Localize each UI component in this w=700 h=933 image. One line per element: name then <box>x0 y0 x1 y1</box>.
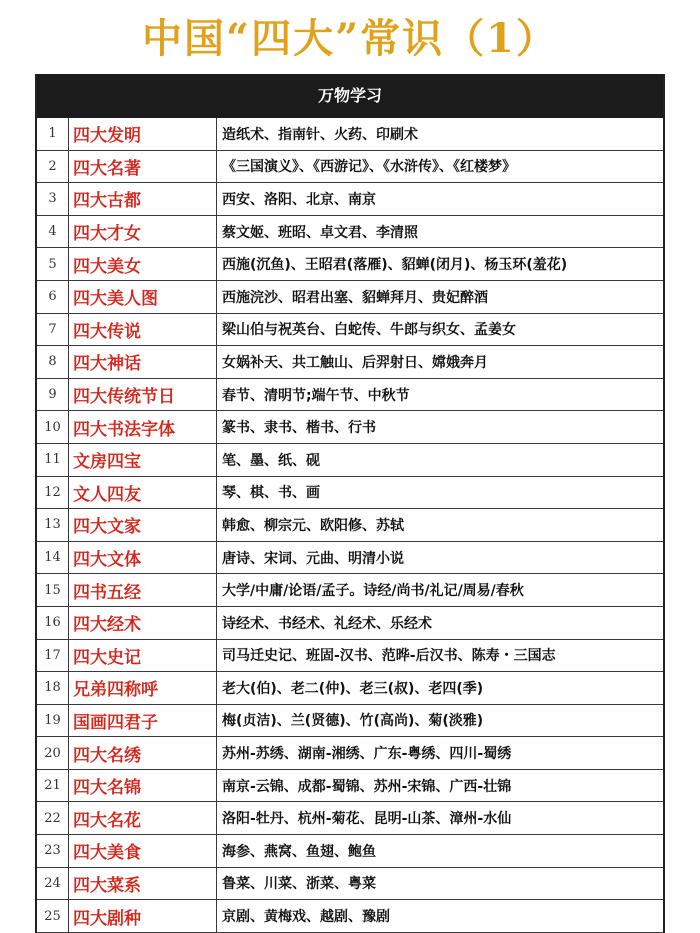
table-row <box>37 183 663 216</box>
row-content: 造纸术、指南针、火药、印刷术 <box>222 126 418 143</box>
table-row <box>37 672 663 705</box>
table-row <box>37 314 663 347</box>
table-row <box>37 346 663 379</box>
row-term: 四大神话 <box>69 346 217 378</box>
row-content: 海参、燕窝、鱼翅、鲍鱼 <box>222 843 376 860</box>
row-term: 四大名锦 <box>69 770 217 802</box>
row-content: 梁山伯与祝英台、白蛇传、牛郎与织女、孟姜女 <box>222 322 516 339</box>
table-row <box>37 640 663 673</box>
row-term: 四大传统节日 <box>69 379 217 411</box>
table-row <box>37 705 663 738</box>
table-row <box>37 900 663 933</box>
row-number: 3 <box>37 183 69 215</box>
row-term: 兄弟四称呼 <box>69 672 217 704</box>
row-content: 苏州-苏绣、湖南-湘绣、广东-粤绣、四川-蜀绣 <box>222 746 512 763</box>
table-row <box>37 411 663 444</box>
row-term: 四大经术 <box>69 607 217 639</box>
row-content: 司马迁史记、班固-汉书、范晔-后汉书、陈寿・三国志 <box>222 648 556 665</box>
table-row <box>37 379 663 412</box>
row-term: 国画四君子 <box>69 705 217 737</box>
row-number: 25 <box>37 900 69 932</box>
row-number: 6 <box>37 281 69 313</box>
row-number: 8 <box>37 346 69 378</box>
row-content: 西安、洛阳、北京、南京 <box>222 191 376 208</box>
table-row <box>37 118 663 151</box>
row-content: 女娲补天、共工触山、后羿射日、嫦娥奔月 <box>222 354 488 371</box>
row-content: 笔、墨、纸、砚 <box>222 452 320 469</box>
table-row <box>37 477 663 510</box>
row-content: 唐诗、宋词、元曲、明清小说 <box>222 550 404 567</box>
row-number: 19 <box>37 705 69 737</box>
row-term: 文房四宝 <box>69 444 217 476</box>
table-body <box>37 118 663 933</box>
row-number: 21 <box>37 770 69 802</box>
row-content: 琴、棋、书、画 <box>222 485 320 502</box>
row-number: 22 <box>37 802 69 834</box>
table-row <box>37 248 663 281</box>
row-content: 洛阳-牡丹、杭州-菊花、昆明-山茶、漳州-水仙 <box>222 811 512 828</box>
row-term: 四大才女 <box>69 216 217 248</box>
row-content: 京剧、黄梅戏、越剧、豫剧 <box>222 909 390 926</box>
table-row <box>37 509 663 542</box>
row-number: 10 <box>37 411 69 443</box>
knowledge-table <box>35 74 665 933</box>
row-content: 老大(伯)、老二(仲)、老三(叔)、老四(季) <box>222 680 484 697</box>
table-row <box>37 151 663 184</box>
table-row <box>37 216 663 249</box>
table-row <box>37 444 663 477</box>
row-content: 西施浣沙、昭君出塞、貂蝉拜月、贵妃醉酒 <box>222 289 488 306</box>
row-number: 5 <box>37 248 69 280</box>
row-number: 15 <box>37 574 69 606</box>
row-content: 篆书、隶书、楷书、行书 <box>222 420 376 437</box>
row-number: 7 <box>37 314 69 346</box>
row-term: 四大剧种 <box>69 900 217 932</box>
row-number: 23 <box>37 835 69 867</box>
row-term: 四大文家 <box>69 509 217 541</box>
row-term: 四大名绣 <box>69 737 217 769</box>
row-content: 诗经术、书经术、礼经术、乐经术 <box>222 615 432 632</box>
table-row <box>37 574 663 607</box>
row-term: 四大名著 <box>69 151 217 183</box>
row-number: 2 <box>37 151 69 183</box>
table-row <box>37 802 663 835</box>
row-content: 南京-云锦、成都-蜀锦、苏州-宋锦、广西-壮锦 <box>222 778 512 795</box>
row-content: 大学/中庸/论语/孟子。诗经/尚书/礼记/周易/春秋 <box>222 583 524 600</box>
row-term: 四大书法字体 <box>69 411 217 443</box>
table-row <box>37 835 663 868</box>
row-term: 四书五经 <box>69 574 217 606</box>
row-term: 四大史记 <box>69 640 217 672</box>
row-content: 蔡文姬、班昭、卓文君、李清照 <box>222 224 418 241</box>
row-number: 20 <box>37 737 69 769</box>
row-number: 9 <box>37 379 69 411</box>
row-term: 四大古都 <box>69 183 217 215</box>
row-number: 14 <box>37 542 69 574</box>
table-row <box>37 868 663 901</box>
row-number: 18 <box>37 672 69 704</box>
row-number: 1 <box>37 118 69 150</box>
row-term: 四大美女 <box>69 248 217 280</box>
row-number: 11 <box>37 444 69 476</box>
row-content: 鲁菜、川菜、浙菜、粤菜 <box>222 876 376 893</box>
row-number: 4 <box>37 216 69 248</box>
table-row <box>37 737 663 770</box>
row-content: 西施(沉鱼)、王昭君(落雁)、貂蝉(闭月)、杨玉环(羞花) <box>222 257 568 274</box>
row-number: 17 <box>37 640 69 672</box>
row-content: 韩愈、柳宗元、欧阳修、苏轼 <box>222 517 404 534</box>
row-content: 梅(贞洁)、兰(贤德)、竹(高尚)、菊(淡雅) <box>222 713 484 730</box>
table-row <box>37 607 663 640</box>
table-header: 万物学习 <box>37 74 663 118</box>
row-term: 四大名花 <box>69 802 217 834</box>
row-content: 《三国演义》、《西游记》、《水浒传》、《红楼梦》 <box>222 159 516 176</box>
row-term: 四大发明 <box>69 118 217 150</box>
row-term: 四大美人图 <box>69 281 217 313</box>
table-row <box>37 281 663 314</box>
row-number: 24 <box>37 868 69 900</box>
table-row <box>37 542 663 575</box>
row-term: 四大菜系 <box>69 868 217 900</box>
row-content: 春节、清明节;端午节、中秋节 <box>222 387 410 404</box>
row-term: 四大美食 <box>69 835 217 867</box>
row-term: 文人四友 <box>69 477 217 509</box>
row-number: 12 <box>37 477 69 509</box>
row-term: 四大文体 <box>69 542 217 574</box>
page-title: 中国“四大”常识（1） <box>142 15 558 62</box>
row-term: 四大传说 <box>69 314 217 346</box>
row-number: 16 <box>37 607 69 639</box>
row-number: 13 <box>37 509 69 541</box>
table-row <box>37 770 663 803</box>
